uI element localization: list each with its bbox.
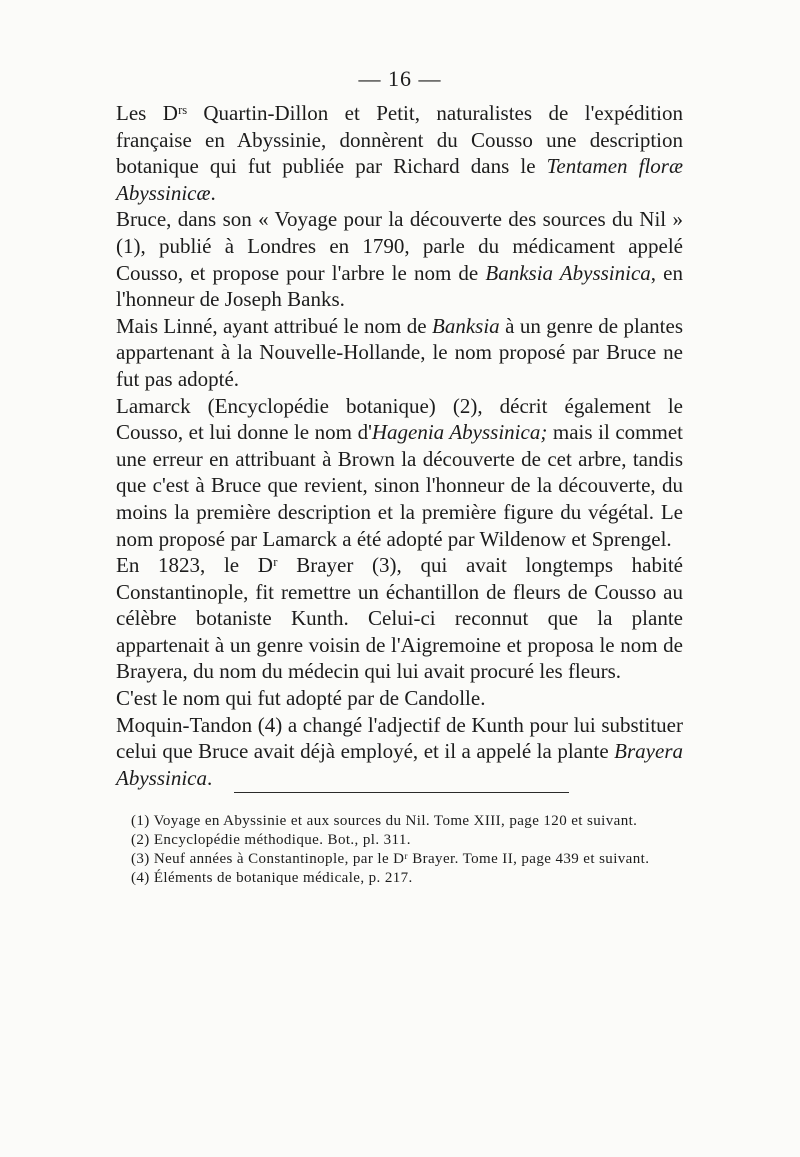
- footnote-4: (4) Éléments de botanique médicale, p. 217.: [131, 870, 413, 886]
- text-run: .: [210, 180, 216, 205]
- text-run: Les Dʳˢ Quartin-Dillon et Petit, naturalistes de l'expédition française en Abyssinie, donnèrent du Cousso une description botanique qui fut publiée par Richard dans le: [116, 101, 683, 179]
- text-run: Mais Linné, ayant attribué le nom de: [116, 313, 433, 338]
- italic-genus-name: Banksia: [432, 313, 500, 338]
- page-number: — 16 —: [358, 66, 442, 91]
- text-run: à un genre de plantes appartenant à la Nouvelle-Hollande, le nom proposé par Bruce ne fut pas adopté.: [116, 313, 683, 391]
- paragraph-quartin-dillon: [116, 100, 683, 206]
- footnotes: [116, 812, 683, 888]
- italic-species-name: Banksia Abyssinica: [485, 260, 651, 285]
- text-run: Lamarck (Encyclopédie botanique) (2), décrit également le Cousso, et lui donne le nom d': [116, 393, 683, 445]
- text-run: En 1823, le Dʳ Brayer (3), qui avait longtemps habité Constantinople, fit remettre un échantillon de fleurs de Cousso au célèbre botaniste Kunth. Celui-ci reconnut que la plante appartenait à un genre voisin de l'Aigremoine et proposa le nom de Brayera, du nom du médecin qui lui avait procuré les fleurs.: [116, 553, 683, 684]
- text-run: Bruce, dans son « Voyage pour la découverte des sources du Nil » (1), publié à Londres en 1790, parle du médicament appelé Cousso, et propose pour l'arbre le nom de: [116, 207, 683, 285]
- paragraph-candolle: [116, 685, 683, 712]
- paragraph-moquin-tandon: [116, 712, 683, 792]
- paragraph-lamarck: [116, 393, 683, 553]
- text-run: C'est le nom qui fut adopté par de Candolle.: [116, 686, 486, 711]
- text-run: Moquin-Tandon (4) a changé l'adjectif de Kunth pour lui substituer celui que Bruce avait déjà employé, et il a appelé la plante: [116, 712, 683, 764]
- text-run: mais il commet une erreur en attribuant à Brown la découverte de cet arbre, tandis que c'est à Bruce que revient, sinon l'honneur de la découverte, du moins la première description et la première figure du végétal. Le nom proposé par Lamarck a été adopté par Wildenow et Sprengel.: [116, 420, 683, 551]
- paragraph-bruce: [116, 206, 683, 312]
- italic-species-name: Brayera Abyssinica: [116, 739, 683, 790]
- paragraph-linne: [116, 313, 683, 393]
- footnote-1: (1) Voyage en Abyssinie et aux sources du Nil. Tome XIII, page 120 et suivant.: [131, 813, 638, 829]
- text-run: .: [206, 765, 213, 790]
- text-run: , en l'honneur de Joseph Banks.: [116, 260, 684, 312]
- footnote-divider: [234, 792, 569, 793]
- paragraph-brayer: [116, 552, 683, 685]
- footnote-3: (3) Neuf années à Constantinople, par le Dʳ Brayer. Tome II, page 439 et suivant.: [131, 851, 650, 867]
- italic-title: Tentamen floræ Abyssinicæ: [116, 154, 683, 205]
- italic-species-name: Hagenia Abyssinica;: [371, 420, 548, 445]
- footnote-2: (2) Encyclopédie méthodique. Bot., pl. 311.: [131, 832, 411, 848]
- body-text: [116, 100, 683, 791]
